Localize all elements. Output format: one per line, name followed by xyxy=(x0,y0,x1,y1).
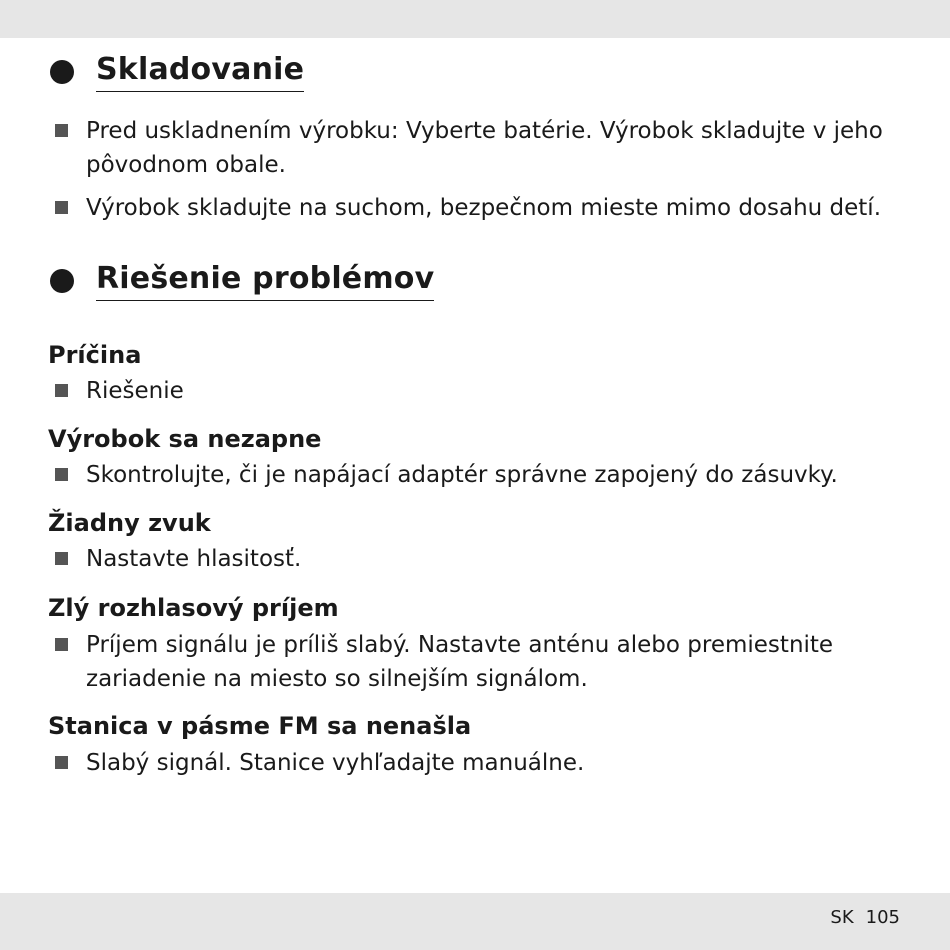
list-item-text: Pred uskladnením výrobku: Vyberte batérie. Výrobok skladujte v jeho pôvodnom obale. xyxy=(86,118,883,178)
square-bullet-icon xyxy=(55,201,68,214)
problem-solution xyxy=(55,628,895,696)
section-title-troubleshooting: Riešenie problémov xyxy=(96,261,434,301)
square-bullet-icon xyxy=(55,124,68,137)
list-item xyxy=(55,191,895,225)
top-band xyxy=(0,0,950,38)
problem-cause: Žiadny zvuk xyxy=(48,509,211,537)
square-bullet-icon xyxy=(55,552,68,565)
bullet-dot-icon xyxy=(50,60,74,84)
problem-cause: Výrobok sa nezapne xyxy=(48,425,322,453)
problem-solution-text: Skontrolujte, či je napájací adaptér správne zapojený do zásuvky. xyxy=(86,462,838,488)
problem-solution xyxy=(55,458,895,492)
problem-solution xyxy=(55,542,895,576)
square-bullet-icon xyxy=(55,468,68,481)
problem-solution-text: Príjem signálu je príliš slabý. Nastavte anténu alebo premiestnite zariadenie na miesto so silnejším signálom. xyxy=(86,632,834,692)
square-bullet-icon xyxy=(55,384,68,397)
square-bullet-icon xyxy=(55,756,68,769)
problem-solution xyxy=(55,746,895,780)
language-code: SK xyxy=(830,907,854,928)
cause-header: Príčina xyxy=(48,341,142,369)
problem-cause: Zlý rozhlasový príjem xyxy=(48,594,339,622)
section-storage-heading xyxy=(50,52,304,92)
list-item-text: Výrobok skladujte na suchom, bezpečnom mieste mimo dosahu detí. xyxy=(86,195,882,221)
problem-cause: Stanica v pásme FM sa nenašla xyxy=(48,712,472,740)
page-number: 105 xyxy=(865,907,900,928)
page-footer xyxy=(830,907,900,928)
section-title-storage: Skladovanie xyxy=(96,52,304,92)
solution-header-text: Riešenie xyxy=(86,378,184,404)
solution-header xyxy=(55,374,895,408)
square-bullet-icon xyxy=(55,638,68,651)
bottom-band xyxy=(0,893,950,950)
problem-solution-text: Slabý signál. Stanice vyhľadajte manuálne. xyxy=(86,750,585,776)
section-troubleshooting-heading xyxy=(50,261,434,301)
list-item xyxy=(55,114,895,182)
problem-solution-text: Nastavte hlasitosť. xyxy=(86,546,302,572)
bullet-dot-icon xyxy=(50,269,74,293)
